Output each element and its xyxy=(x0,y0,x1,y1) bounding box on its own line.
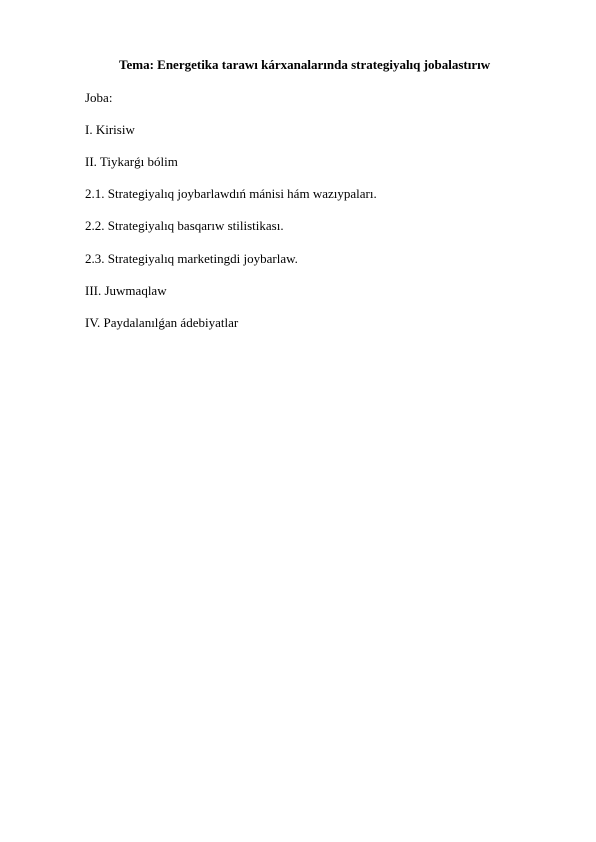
plan-item-main-part: II. Tiykarǵı bólim xyxy=(85,154,178,169)
plan-item-2-2: 2.2. Strategiyalıq basqarıw stilistikası. xyxy=(85,218,284,233)
plan-item-introduction: I. Kirisiw xyxy=(85,122,135,137)
plan-item-2-1: 2.1. Strategiyalıq joybarlawdıń mánisi hám wazıypaları. xyxy=(85,186,377,201)
plan-item-references: IV. Paydalanılǵan ádebiyatlar xyxy=(85,315,239,330)
plan-item-2-3: 2.3. Strategiyalıq marketingdi joybarlaw. xyxy=(85,251,298,266)
plan-item-conclusion: III. Juwmaqlaw xyxy=(85,283,167,298)
document-title: Tema: Energetika tarawı kárxanalarında strategiyalıq jobalastırıw xyxy=(119,57,491,72)
plan-heading: Joba: xyxy=(85,90,113,105)
